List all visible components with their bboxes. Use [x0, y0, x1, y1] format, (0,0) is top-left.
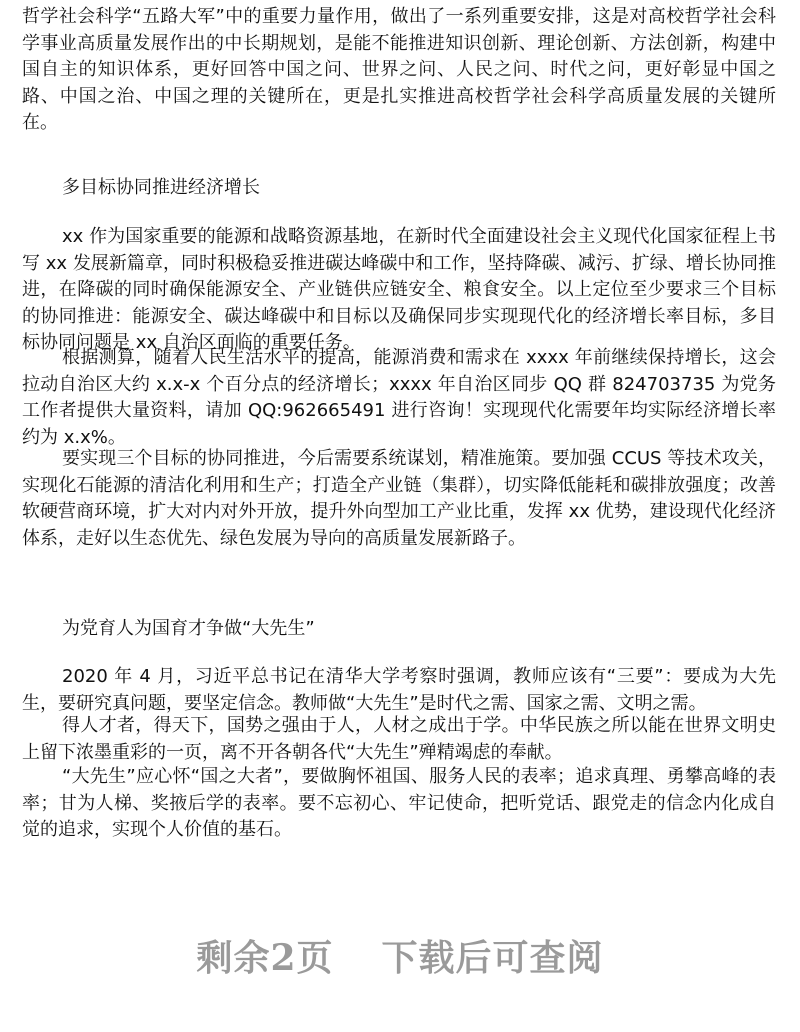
teacher-paragraph-1: 2020 年 4 月，习近平总书记在清华大学考察时强调，教师应该有“三要”：要成为大先生，要研究真问题，要坚定信念。教师做“大先生”是时代之需、国家之需、文明之需。 — [22, 666, 776, 714]
continuation-paragraph: 哲学社会科学“五路大军”中的重要力量作用，做出了一系列重要安排，这是对高校哲学社会科学事业高质量发展作出的中长期规划，是能不能推进知识创新、理论创新、方法创新，构建中国自主的知识体系，更好回答中国之问、世界之问、人民之问、时代之问，更好彰显中国之路、中国之治、中国之理的关键所在，更是扎实推进高校哲学社会科学高质量发展的关键所在。 — [22, 6, 776, 133]
download-to-view-label: 下载后可查阅 — [381, 937, 604, 979]
remaining-pages-label: 剩余2页 — [196, 937, 334, 979]
teacher-paragraph-3: “大先生”应心怀“国之大者”，要做胸怀祖国、服务人民的表率；追求真理、勇攀高峰的表率；甘为人梯、奖掖后学的表率。要不忘初心、牢记使命，把听党话、跟党走的信念内化成自觉的追求，实现个人价值的基石。 — [22, 766, 776, 840]
section-heading-economy: 多目标协同推进经济增长 — [62, 177, 260, 198]
economy-paragraph-3: 要实现三个目标的协同推进，今后需要系统谋划，精准施策。要加强 CCUS 等技术攻关，实现化石能源的清洁化利用和生产；打造全产业链（集群），切实降低能耗和碳排放强度；改善软硬营商环境，扩大对内对外开放，提升外向型加工产业比重，发挥 xx 优势，建设现代化经济体系，走好以生态优先、绿色发展为导向的高质量发展新路子。 — [22, 448, 776, 549]
section-heading-teacher: 为党育人为国育才争做“大先生” — [62, 618, 315, 639]
economy-paragraph-2: 根据测算，随着人民生活水平的提高，能源消费和需求在 xxxx 年前继续保持增长，这会拉动自治区大约 x.x-x 个百分点的经济增长；xxxx 年自治区同步 QQ 群 824703735 为党务工作者提供大量资料，请加 QQ:962665491 进行咨询！实现现代化需要年均实际经济增长率约为 x.x%。 — [22, 347, 776, 448]
download-banner[interactable] — [0, 928, 800, 988]
teacher-paragraph-2: 得人才者，得天下，国势之强由于人，人材之成出于学。中华民族之所以能在世界文明史上留下浓墨重彩的一页，离不开各朝各代“大先生”殚精竭虑的奉献。 — [22, 715, 776, 763]
economy-paragraph-1: xx 作为国家重要的能源和战略资源基地，在新时代全面建设社会主义现代化国家征程上书写 xx 发展新篇章，同时积极稳妥推进碳达峰碳中和工作，坚持降碳、减污、扩绿、增长协同推进，在降碳的同时确保能源安全、产业链供应链安全、粮食安全。以上定位至少要求三个目标的协同推进：能源安全、碳达峰碳中和目标以及确保同步实现现代化的经济增长率目标，多目标协同问题是 xx 自治区面临的重要任务。 — [22, 226, 776, 353]
